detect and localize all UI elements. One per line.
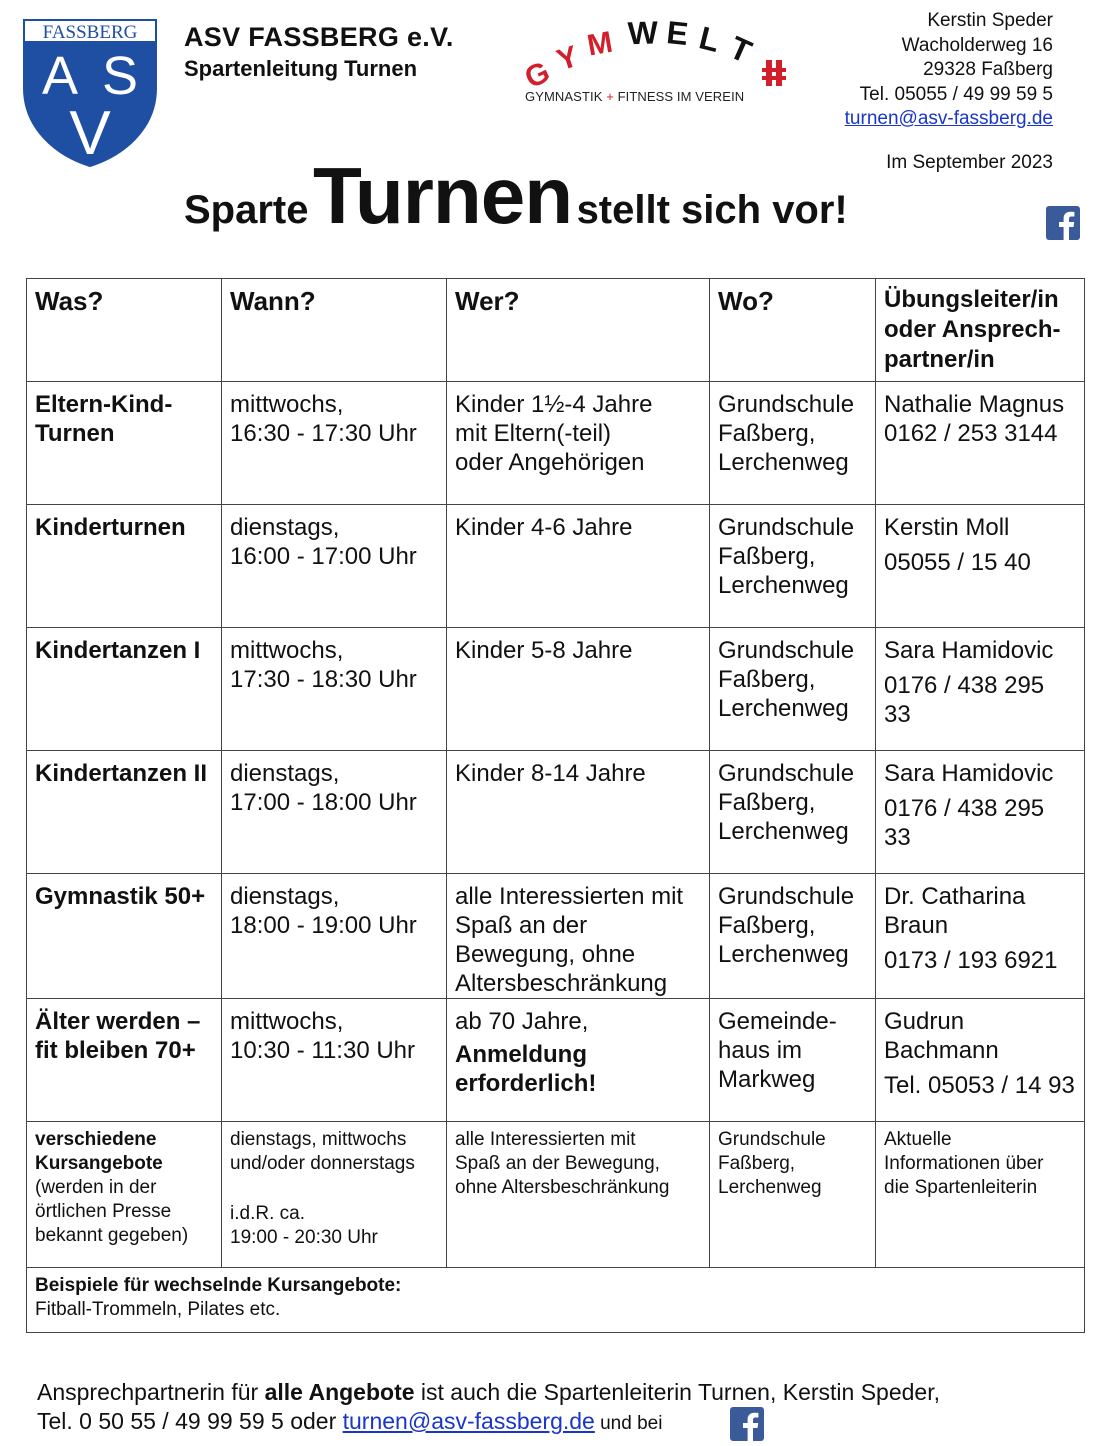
page-title: Sparte Turnen stellt sich vor! (184, 151, 848, 240)
contact-phone: Tel. 05055 / 49 99 59 5 (859, 83, 1053, 105)
course-contact: Gudrun Bachmann Tel. 05053 / 14 93 (876, 999, 1085, 1122)
svg-text:W: W (627, 14, 659, 52)
course-location: Grundschule Faßberg, Lerchenweg (710, 751, 876, 874)
svg-text:E: E (664, 14, 690, 53)
contact-street: Wacholderweg 16 (901, 34, 1053, 56)
course-target: Kinder 4-6 Jahre (447, 505, 710, 628)
course-location: Grundschule Faßberg, Lerchenweg (710, 505, 876, 628)
logo-letter-a: A (41, 46, 79, 106)
footer-note: Ansprechpartnerin für alle Angebote ist auch die Spartenleiterin Turnen, Kerstin Speder, Tel. 0 50 55 / 49 99 59 5 oder turnen@asv-fassberg.de und bei (37, 1379, 941, 1434)
table-row (27, 874, 1085, 999)
examples-title: Beispiele für wechselnde Kursangebote: (35, 1275, 402, 1296)
svg-text:G: G (520, 55, 555, 90)
logo-letter-s: S (101, 46, 139, 106)
svg-text:M: M (584, 25, 616, 63)
course-name: Kinderturnen (27, 505, 222, 628)
misc-course-target: alle Interessierten mit Spaß an der Bewegung, ohne Altersbeschränkung (447, 1122, 710, 1268)
examples-text: Fitball-Trommeln, Pilates etc. (35, 1299, 281, 1320)
facebook-icon[interactable] (1046, 206, 1080, 240)
course-location: Grundschule Faßberg, Lerchenweg (710, 628, 876, 751)
table-row (27, 628, 1085, 751)
table-row-misc (27, 1122, 1085, 1268)
course-target: ab 70 Jahre, Anmeldung erforderlich! (447, 999, 710, 1122)
table-row (27, 505, 1085, 628)
contact-city: 29328 Faßberg (923, 59, 1053, 80)
table-row (27, 751, 1085, 874)
course-location: Gemeinde- haus im Markweg (710, 999, 876, 1122)
svg-text:T: T (724, 29, 757, 70)
course-time: mittwochs, 17:30 - 18:30 Uhr (222, 628, 447, 751)
course-time: mittwochs, 10:30 - 11:30 Uhr (222, 999, 447, 1122)
course-time: dienstags, 16:00 - 17:00 Uhr (222, 505, 447, 628)
course-name: Gymnastik 50+ (27, 874, 222, 999)
course-contact: Sara Hamidovic 0176 / 438 295 33 (876, 628, 1085, 751)
misc-course-name: verschiedene Kursangebote (werden in der örtlichen Presse bekannt gegeben) (27, 1122, 222, 1268)
course-target: Kinder 5-8 Jahre (447, 628, 710, 751)
document-date: Im September 2023 (886, 152, 1053, 173)
table-row (27, 382, 1085, 505)
course-time: dienstags, 17:00 - 18:00 Uhr (222, 751, 447, 874)
svg-text:L: L (695, 19, 724, 59)
header-wo: Wo? (710, 279, 876, 382)
course-contact: Kerstin Moll 05055 / 15 40 (876, 505, 1085, 628)
footer-email-link[interactable]: turnen@asv-fassberg.de (342, 1408, 595, 1434)
course-target: Kinder 1½-4 Jahre mit Eltern(-teil) oder Angehörigen (447, 382, 710, 505)
club-subtitle: Spartenleitung Turnen (184, 56, 418, 81)
asv-logo (22, 18, 158, 168)
table-row-examples (27, 1268, 1085, 1333)
facebook-icon[interactable] (730, 1407, 764, 1441)
table-header-row (27, 279, 1085, 382)
course-target: alle Interessierten mit Spaß an der Bewegung, ohne Altersbeschränkung (447, 874, 710, 999)
gymwelt-tagline: GYMNASTIK + FITNESS IM VEREIN (525, 89, 745, 104)
course-contact: Sara Hamidovic 0176 / 438 295 33 (876, 751, 1085, 874)
misc-course-time: dienstags, mittwochs und/oder donnerstags i.d.R. ca. 19:00 - 20:30 Uhr (222, 1122, 447, 1268)
logo-top-text: FASSBERG (42, 22, 138, 43)
course-target: Kinder 8-14 Jahre (447, 751, 710, 874)
turnerkreuz-icon (762, 60, 786, 86)
header-wer: Wer? (447, 279, 710, 382)
course-name: Älter werden – fit bleiben 70+ (27, 999, 222, 1122)
contact-email-link[interactable]: turnen@asv-fassberg.de (844, 108, 1053, 129)
registration-required: Anmeldung erforderlich! (455, 1041, 597, 1097)
header-wann: Wann? (222, 279, 447, 382)
misc-course-contact: Aktuelle Informationen über die Spartenleiterin (876, 1122, 1085, 1268)
logo-letter-v: V (69, 99, 111, 168)
svg-text:Y: Y (552, 39, 583, 78)
course-time: dienstags, 18:00 - 19:00 Uhr (222, 874, 447, 999)
course-contact: Dr. Catharina Braun 0173 / 193 6921 (876, 874, 1085, 999)
contact-name: Kerstin Speder (927, 10, 1053, 31)
course-contact: Nathalie Magnus 0162 / 253 3144 (876, 382, 1085, 505)
header-uebungsleiter: Übungsleiter/in oder Ansprech- partner/in (876, 279, 1085, 382)
course-location: Grundschule Faßberg, Lerchenweg (710, 874, 876, 999)
misc-course-location: Grundschule Faßberg, Lerchenweg (710, 1122, 876, 1268)
header-was: Was? (27, 279, 222, 382)
contact-address (845, 9, 1053, 132)
course-location: Grundschule Faßberg, Lerchenweg (710, 382, 876, 505)
course-table (26, 278, 1085, 1333)
course-name: Kindertanzen I (27, 628, 222, 751)
club-name: ASV FASSBERG e.V. (184, 22, 454, 52)
table-row (27, 999, 1085, 1122)
course-time: mittwochs, 16:30 - 17:30 Uhr (222, 382, 447, 505)
examples-cell (27, 1268, 1085, 1333)
course-name: Kindertanzen II (27, 751, 222, 874)
course-name: Eltern-Kind- Turnen (27, 382, 222, 505)
